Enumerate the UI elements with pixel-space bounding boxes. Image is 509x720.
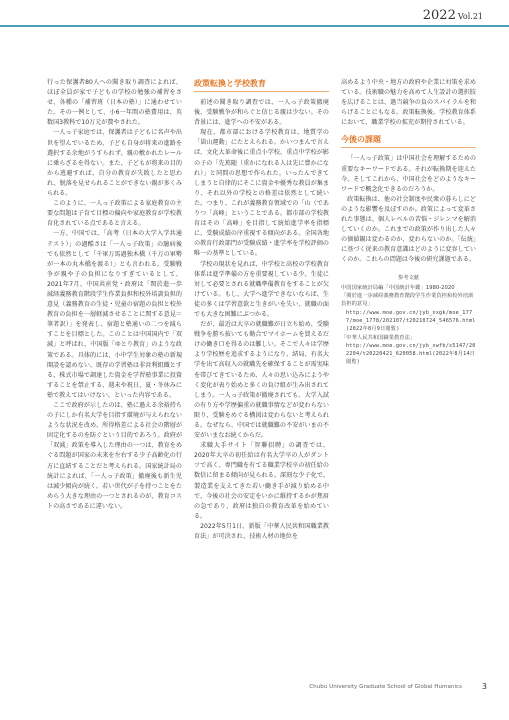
- paragraph: 高めるよう中央・地方の政府や企業に対策を求めている。技術職の魅力を高めて人生設計の選択肢を広げることは、過当競争の負のスパイラルを和らげることにもなる。政策転換後、学校教育体系において、職業学校の拡充が期待されている。: [341, 79, 476, 127]
- paragraph: 学校の現状を見れば、中学校と高校の学校教育体系は進学準備の方を重要視している少。生徒に対して必要とされる就職準備教育をすることが欠けている。もし、大学へ進学できないならば、生徒の多くは学習意欲と生きがいを失い、就職の面でも大きな困難にぶつかる。: [194, 260, 329, 318]
- paragraph: 一人っ子家庭では、保護者は子どもに名声や出世を望んでいるため、子ども自身が将来の進路を選択する余地がうすられず、親の敷かれたレールに乗らざるを得ない。また、子どもが将来の目的から逃避すれば、自分の教育が失敗したと思われ、脱落を見せられることができない親が多くみられる。: [47, 129, 182, 198]
- reference-url[interactable]: http://www.moe.gov.cn/jyb_xxgk/moe_1777/moe_1778/202107/t20210724_546576.html(2022年8月9日閲覧): [346, 309, 476, 333]
- header-volume: Vol.21: [457, 12, 483, 21]
- paragraph: ここで政府が示したのは、塾に過える余裕持ちの子にしか有名大学を目指す環境が与えられないような状況を改め、所得格差による社会の階層が固定化するのを防ぐという目的であろう。政府が「双減」政策を導入した理由の一つは、教育をめぐる問題が国家の未来を左右する少子高齢化の行方に直結することだと考えられる。国家統計局の統計によれば、「一人っ子政策」撤廃後も新生児は減少傾向が続く。若い世代が子を持つことをためらう大きな理由の一つとされるのが、教育コストの高さであるに違いない。: [47, 402, 182, 510]
- paragraph: 現在、都市部における学校教育は、地質学の「崮山運動」にたとえられる。かいつまんで言えば、文化大革命後に重点小学校、重点中学校が影の子の「先篤随（重かになれる人は先に豊かになれ）」と同間の思想で作られた。いったんできてしまうと自律的にそこに資金や優秀な教員が集まり、それ以外の学校との格差は依然として続いた。つまり、これが義務教育領域での「山（でありつ「高峰」ということである。都市部の学校教育はその「高峰」を目指して統始進学率を指標に、受験成績の序重視する傾向がある。全国各地の教育行政部門が受験成績・進学率を学校評価の唯一の基準としている。: [194, 129, 329, 258]
- paragraph: このように、一人っ子政策による家庭教育の主要な問題は子育て目標の偏向や家庭教育が学校教育化されている点であると言える。: [47, 200, 182, 228]
- references: [341, 274, 476, 367]
- column-2: [194, 78, 329, 542]
- reference-item: 「関於進一歩減経義務教育階段学生作業負担和校外培訓負担的意見」: [341, 293, 474, 308]
- header-year: 2022: [422, 8, 456, 23]
- reference-item: 中国国家統計局編「中国統計年鑑」1980-2020: [341, 284, 455, 291]
- reference-item: 「中華人民共和国職業教育法」: [341, 334, 416, 341]
- section-heading: 政策転換と学校教育: [194, 78, 329, 92]
- reference-url[interactable]: http://www.moe.gov.cn/jyb_xwfb/s5147/202204/t20220421_620058.html(2022年8月14日閲覧): [346, 342, 476, 366]
- section-heading: 今後の課題: [341, 134, 476, 148]
- header-rule: [0, 25, 509, 27]
- footer-text: Chubu University Graduate School of Global Humanics: [309, 684, 462, 690]
- paragraph: だが、最近は大卒の就職難が日立ち始め、受験戦争を勝ち抜いても勤合でマイホームを買えるだけの働き口を得るのは難しい。そこで人々は学歴より学校歴を追求するようになり、結局、有名大学を出て高収入の就職先を確保することが需実味を帯びてきているため、人々の思い込みにようやく変化が表り始めと多くの負け組が生み出されてしまう。一人っ子政策が撤廃されても、大学入試の有り方や学歴偏重の就職事情などが変わらない限り、受験をめぐる構図は変わらないと考えられる。なぜなら、中国では就職難の不安がいまの不安がいまなお続くからだ。: [194, 321, 329, 440]
- paragraph: 2022年5月1日、新版「中華人民共和国職業教育法」が可決され、技術人材の地位を: [194, 522, 329, 541]
- paragraph: 一方、中国では、「高考（日本の大学入学共通テスト）」の過酷さは「一人っ子政策」の臆病後でも依然として「千軍万馬過独木橋（千万の軍勢が一本の丸木橋を渡る）」とも言われる。受験戦争が親や子の負担になりすぎているとして、2021年7月、中国共産党・政府は「関於進一歩減経義務教育階段学生作業負担和校外培訓負担的意見（義務教育の生徒・児童の宿題の負担と校外教育の負担を一層軽減させることに関する意見＝筆者訳）」を発表し、宿題と塾通いの二つを減らすことを目標とした。このことは中国国内で「双減」と呼ばれ、中国版「ゆとり教育」のような政策である。具体的には、小中学生対象の塾の新規開設を認めない、既存の学習塾は非営利組織とする、株式市場で調達した資金を学習塾事業に投資することを禁止する、週末や祝日、夏・冬休みに塾で教えてはいけない、といった内容である。: [47, 230, 182, 399]
- paragraph: 政策転換は、他の社会制度や民衆の暮らしにどのような影響を及ぼすのか。政策によって変革された事態は、個人レベルの苦悩・ジレンマを解消していくのか。これまでの政策が作り出した人々の価値観は変わるのか、変わらないのか。「伝統」に基づく従来の教育意識はどのように変容していくのか。これらの問題は今後の研究課題である。: [341, 195, 476, 264]
- column-1: [47, 78, 182, 512]
- paragraph: 「一人っ子政策」は中国社会を理解するための重要なキーワードである。それが転換期を迎えた今、そしてこれから、中国社会をどのようなキーワードで概念化できるのだろうか。: [341, 155, 476, 193]
- page-number: 3: [481, 682, 487, 691]
- column-3: [341, 78, 476, 367]
- paragraph: 行った保護者80人への聞き取り調査によれば、ほぼ全員が家で子どもの学校の勉強の補習をさせ、各種の「補習班（日本の塾）」に通わせていた。その一例として、小6一年間の塾費用は、英数国3教科で10万元が費やされた。: [47, 79, 182, 127]
- paragraph: 前述の聞き取り調査では、一人っ子政策撤廃後、受験戦争が和らぐと信じる親は少ない。その背景には、進学への不安がある。: [194, 99, 329, 127]
- references-heading: 参考文献: [397, 274, 420, 281]
- paragraph: 求職大手サイト「智聯招聘」の調査では、2020年大卒の初任給は有名大学卒の人がダントツで高く、専門職を有てる職業学校卒の初任給の数倍に留まる傾向が見られる。深刻な少子化で、製造業を支えてきた若い働き手が減り始める中で、今後の社会の安定をいかに維持するかが焦眉の急であり、政府は独自の教育改革を始めている。: [194, 442, 329, 520]
- header-title: [423, 8, 483, 23]
